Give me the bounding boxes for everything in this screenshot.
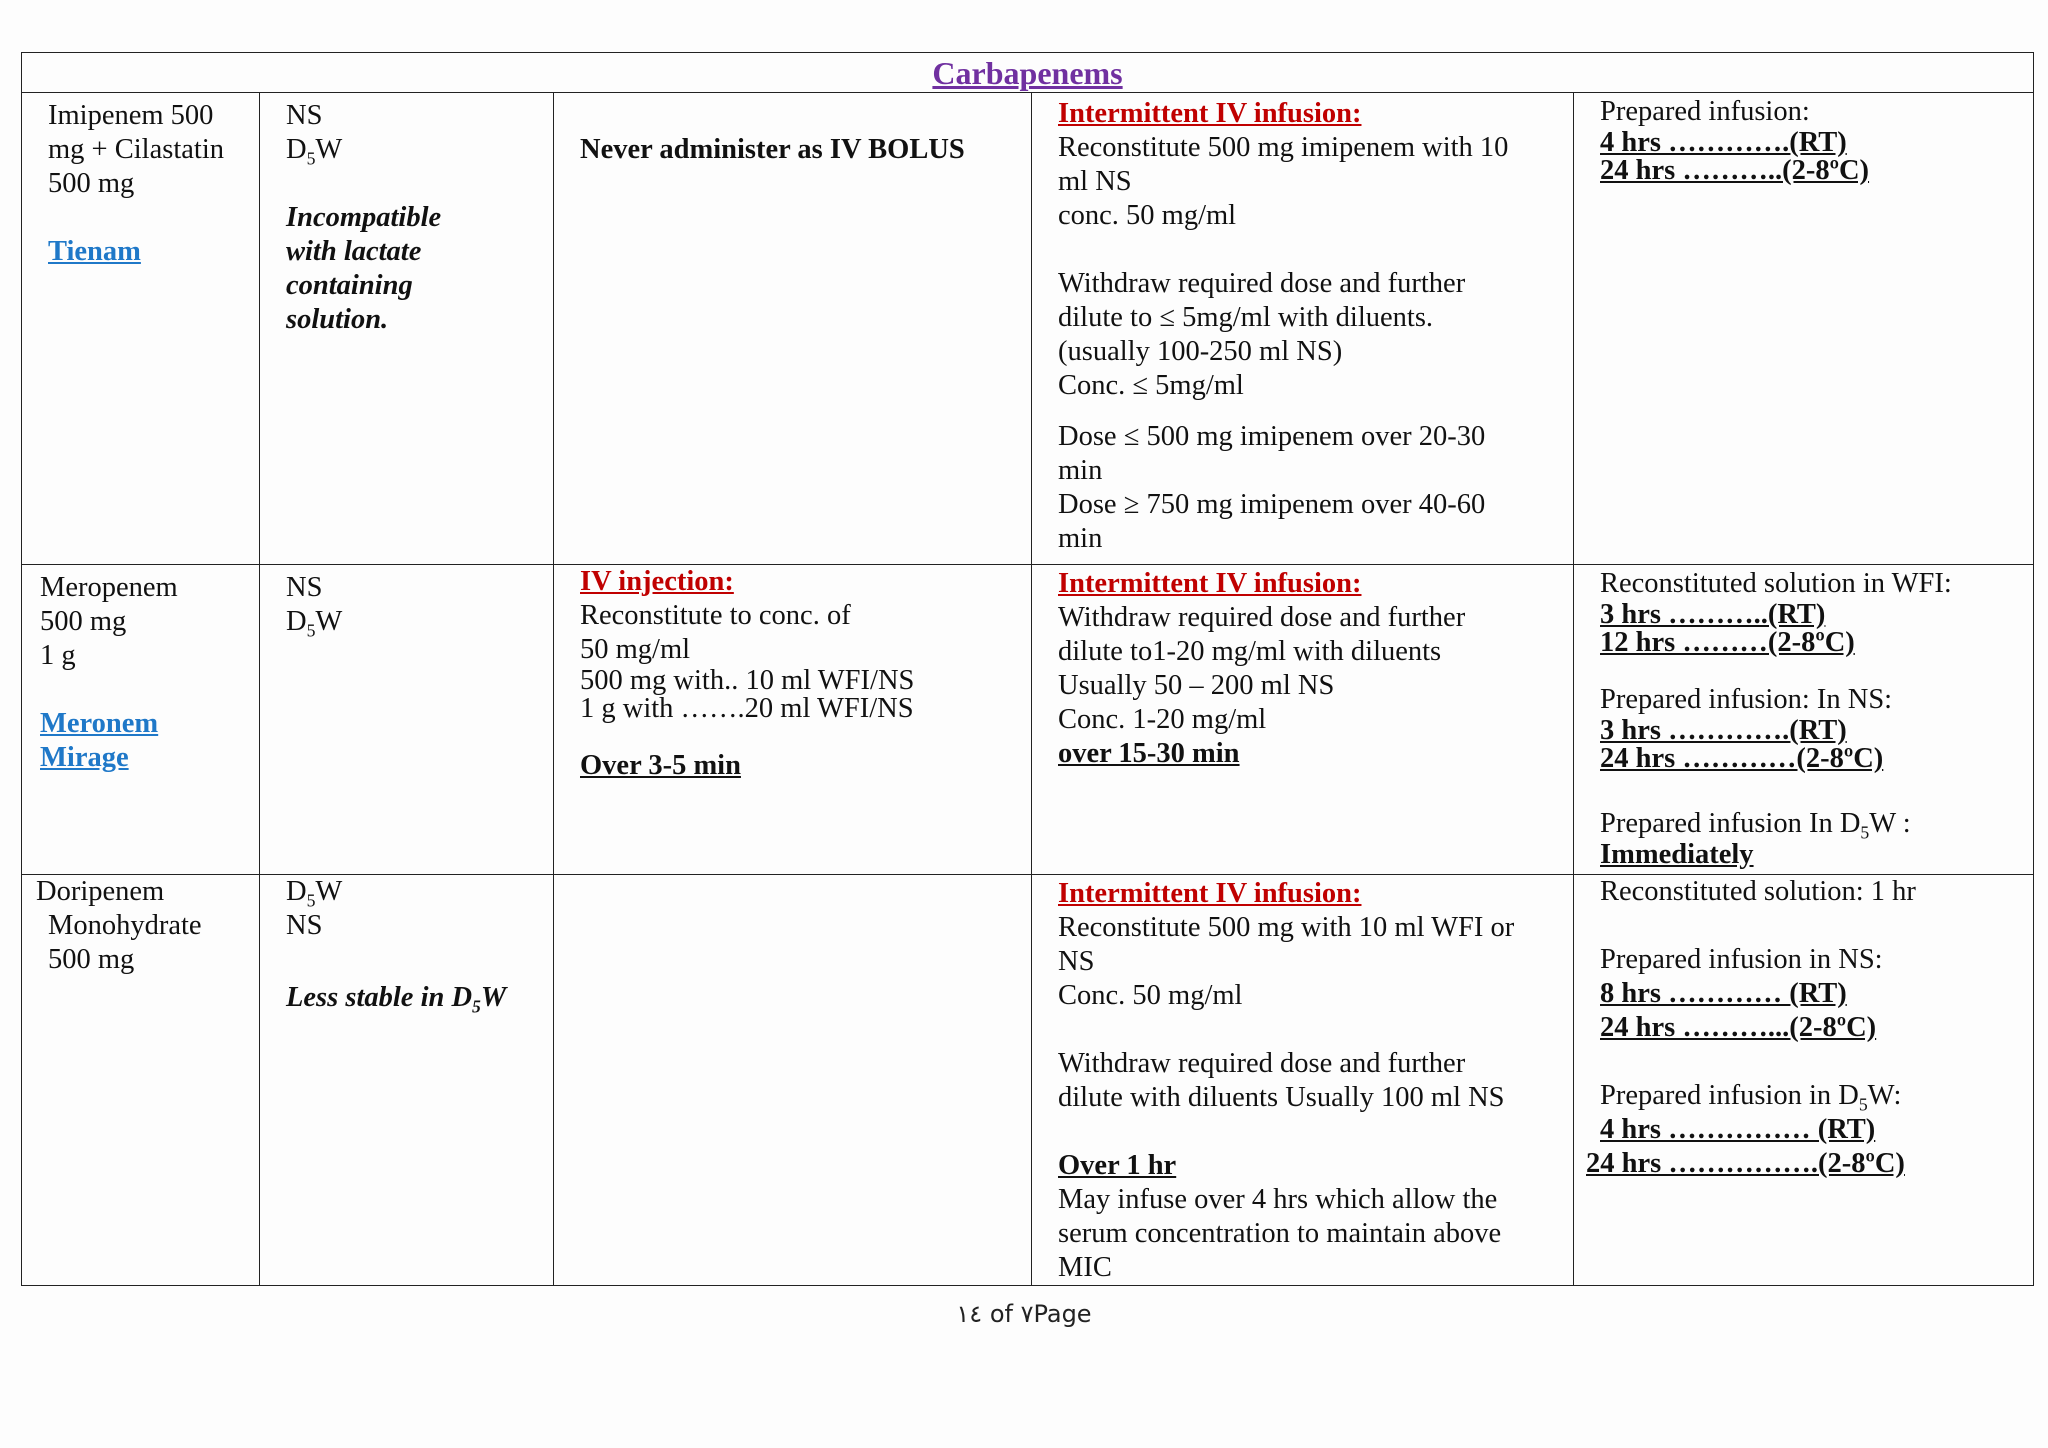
- infusion-heading: Intermittent IV infusion:: [1058, 98, 1362, 129]
- stability-line: 24 hrs ………...(2-8ºC): [1600, 1012, 1877, 1043]
- stability-cell: [1574, 93, 2034, 565]
- infusion-line: Reconstitute 500 mg with 10 ml WFI or: [1058, 912, 1515, 943]
- brand-link-mirage[interactable]: Mirage: [40, 742, 129, 773]
- drug-line: 1 g: [40, 640, 76, 671]
- compat-note: with lactate: [286, 236, 422, 267]
- iv-injection-line: Reconstitute to conc. of: [580, 600, 851, 631]
- drug-cell: [22, 875, 260, 1286]
- infusion-line: min: [1058, 523, 1103, 554]
- diluent-d5w: $D_5W$: [286, 876, 343, 911]
- stability-heading: Reconstituted solution: 1 hr: [1600, 876, 1916, 907]
- stability-heading: Prepared infusion in NS:: [1600, 944, 1883, 975]
- infusion-line: Dose ≥ 750 mg imipenem over 40-60: [1058, 489, 1486, 520]
- drug-line: 500 mg: [40, 606, 127, 637]
- infusion-line: serum concentration to maintain above: [1058, 1218, 1502, 1249]
- infusion-line: MIC: [1058, 1252, 1112, 1283]
- stability-heading: Prepared infusion in $D_5W$:: [1600, 1080, 1902, 1115]
- diluent-d5w: $D_5W$: [286, 606, 343, 641]
- stability-line: 24 hrs …………(2-8ºC): [1600, 743, 1884, 774]
- diluent-d5w: $D_5W$: [286, 134, 343, 169]
- infusion-time: Over 1 hr: [1058, 1150, 1177, 1181]
- iv-injection-line: 1 g with …….20 ml WFI/NS: [580, 693, 914, 724]
- compat-note: solution.: [286, 304, 389, 335]
- iv-injection-cell: [554, 93, 1032, 565]
- infusion-line: NS: [1058, 946, 1095, 977]
- iv-injection-cell: [554, 565, 1032, 875]
- drug-line: Meropenem: [40, 572, 178, 603]
- stability-immediately: Immediately: [1600, 839, 1754, 870]
- infusion-line: Reconstitute 500 mg imipenem with 10: [1058, 132, 1509, 163]
- table-title: Carbapenems: [22, 53, 2034, 93]
- infusion-line: Withdraw required dose and further: [1058, 602, 1466, 633]
- diluent-cell: [260, 875, 554, 1286]
- infusion-line: min: [1058, 455, 1103, 486]
- infusion-time: over 15-30 min: [1058, 738, 1240, 769]
- iv-injection-line: 50 mg/ml: [580, 634, 691, 665]
- diluent-cell: [260, 93, 554, 565]
- table-row-imipenem: [22, 93, 2034, 565]
- stability-line: 24 hrs ………..(2-8ºC): [1600, 155, 1870, 186]
- stability-heading: Prepared infusion:: [1600, 96, 1810, 127]
- stability-note: Less stable in $D_5W$: [286, 982, 507, 1017]
- infusion-line: Usually 50 – 200 ml NS: [1058, 670, 1335, 701]
- drug-cell: [22, 93, 260, 565]
- drug-line: 500 mg: [48, 168, 135, 199]
- iv-injection-time: Over 3-5 min: [580, 750, 741, 781]
- infusion-line: May infuse over 4 hrs which allow the: [1058, 1184, 1498, 1215]
- compat-note: containing: [286, 270, 413, 301]
- drug-line: mg + Cilastatin: [48, 134, 224, 165]
- diluent-ns: NS: [286, 100, 323, 131]
- carbapenems-table: [21, 52, 2034, 1286]
- stability-line: 12 hrs ………(2-8ºC): [1600, 627, 1855, 658]
- infusion-line: Conc. 50 mg/ml: [1058, 980, 1243, 1011]
- drug-line: Monohydrate: [48, 910, 202, 941]
- stability-cell: [1574, 875, 2034, 1286]
- infusion-line: Conc. 1-20 mg/ml: [1058, 704, 1267, 735]
- stability-line: 3 hrs ………….(RT): [1600, 715, 1847, 746]
- iv-injection-heading: IV injection:: [580, 566, 734, 597]
- diluent-ns: NS: [286, 910, 323, 941]
- infusion-cell: [1032, 93, 1574, 565]
- diluent-ns: NS: [286, 572, 323, 603]
- stability-line: 8 hrs ………… (RT): [1600, 978, 1847, 1009]
- infusion-heading: Intermittent IV infusion:: [1058, 878, 1362, 909]
- stability-heading: Reconstituted solution in WFI:: [1600, 568, 1952, 599]
- drug-cell: [22, 565, 260, 875]
- no-bolus-warning: Never administer as IV BOLUS: [580, 134, 965, 165]
- page-footer: ١٤ of ٧Page: [956, 1300, 1092, 1328]
- stability-line: 3 hrs ………..(RT): [1600, 599, 1826, 630]
- stability-line: 4 hrs …………… (RT): [1600, 1114, 1876, 1145]
- table-row-meropenem: [22, 565, 2034, 875]
- infusion-cell: [1032, 565, 1574, 875]
- infusion-cell: [1032, 875, 1574, 1286]
- table-row-doripenem: [22, 875, 2034, 1286]
- stability-heading: Prepared infusion: In NS:: [1600, 684, 1893, 715]
- infusion-heading: Intermittent IV infusion:: [1058, 568, 1362, 599]
- drug-line: 500 mg: [48, 944, 135, 975]
- drug-line: Doripenem: [36, 876, 165, 907]
- stability-line: 4 hrs ………….(RT): [1600, 127, 1847, 158]
- infusion-line: dilute to1-20 mg/ml with diluents: [1058, 636, 1442, 667]
- infusion-line: conc. 50 mg/ml: [1058, 200, 1237, 231]
- brand-link-tienam[interactable]: Tienam: [48, 236, 141, 267]
- infusion-line: Withdraw required dose and further: [1058, 268, 1466, 299]
- brand-link-meronem[interactable]: Meronem: [40, 708, 159, 739]
- infusion-line: Conc. ≤ 5mg/ml: [1058, 370, 1244, 401]
- iv-injection-line: 500 mg with.. 10 ml WFI/NS: [580, 665, 915, 696]
- iv-injection-cell-empty: [554, 875, 1032, 1286]
- stability-heading: Prepared infusion In $D_5W$ :: [1600, 808, 1911, 843]
- infusion-line: ml NS: [1058, 166, 1132, 197]
- drug-line: Imipenem 500: [48, 100, 214, 131]
- infusion-line: (usually 100-250 ml NS): [1058, 336, 1343, 367]
- infusion-line: dilute with diluents Usually 100 ml NS: [1058, 1082, 1505, 1113]
- diluent-cell: [260, 565, 554, 875]
- infusion-line: Withdraw required dose and further: [1058, 1048, 1466, 1079]
- stability-line: 24 hrs …………….(2-8ºC): [1586, 1148, 1905, 1179]
- infusion-line: Dose ≤ 500 mg imipenem over 20-30: [1058, 421, 1486, 452]
- stability-cell: [1574, 565, 2034, 875]
- compat-note: Incompatible: [286, 202, 442, 233]
- infusion-line: dilute to ≤ 5mg/ml with diluents.: [1058, 302, 1434, 333]
